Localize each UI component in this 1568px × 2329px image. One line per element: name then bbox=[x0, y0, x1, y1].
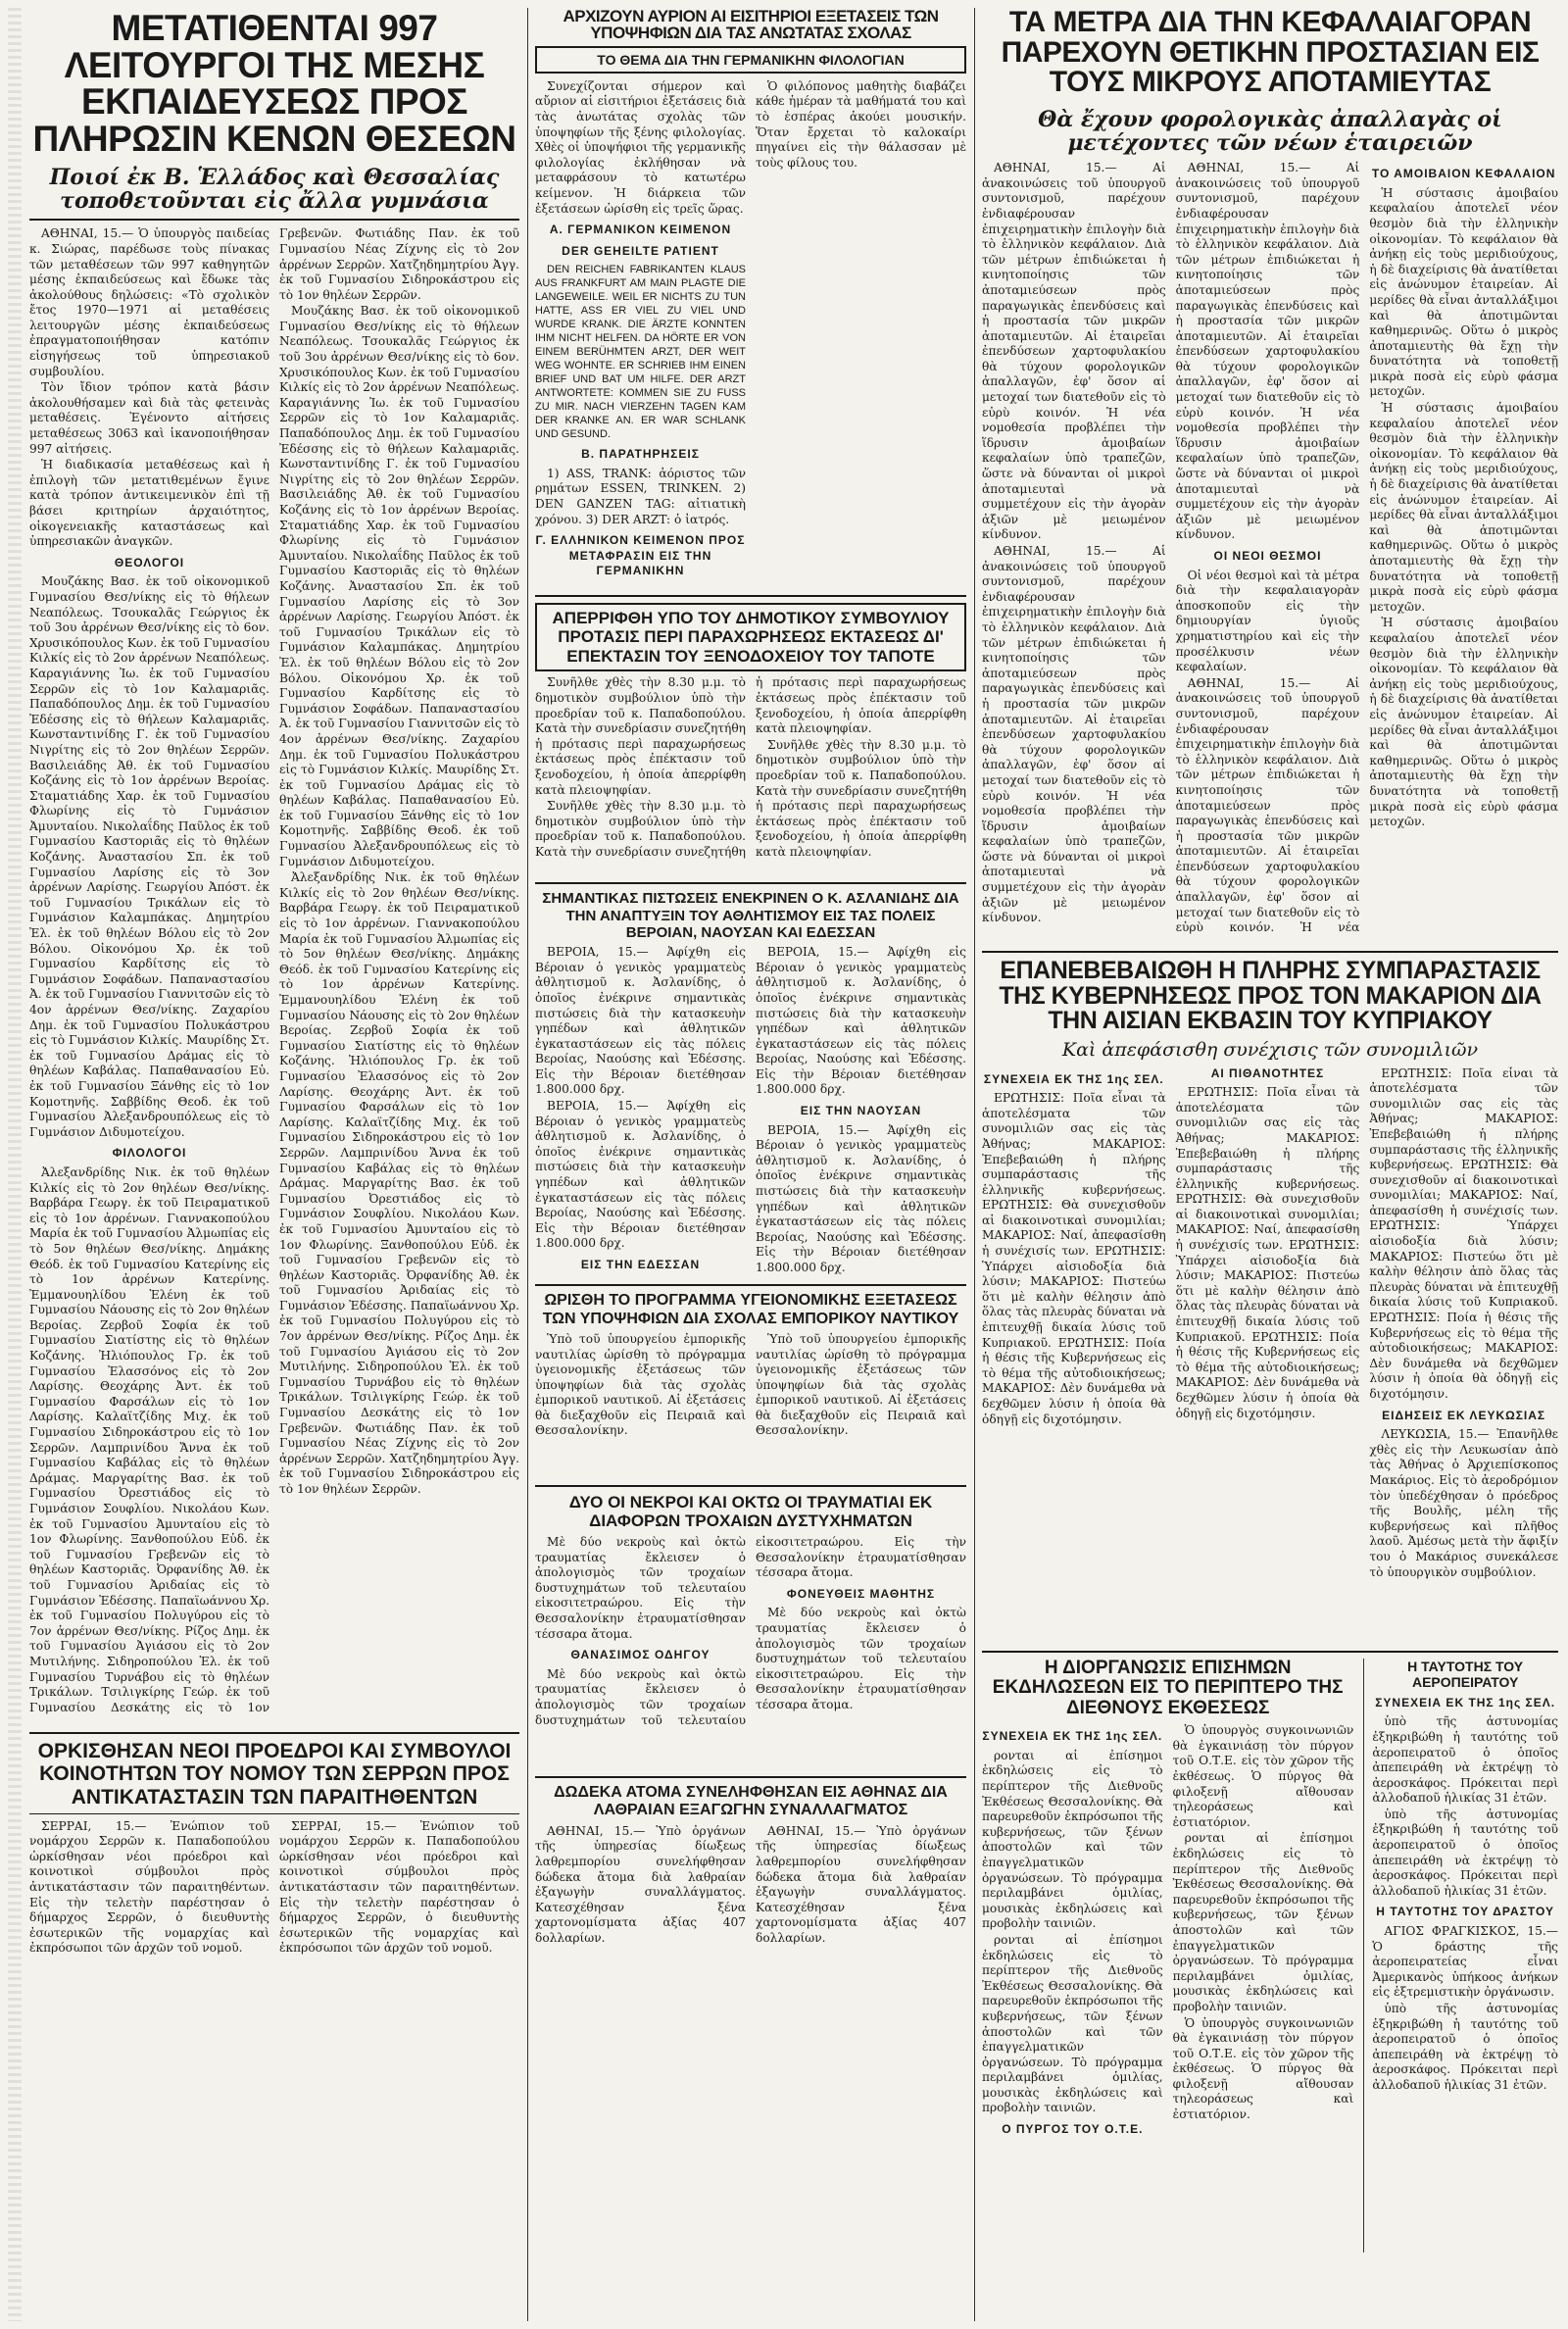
col1-text-columns bbox=[29, 226, 519, 1726]
article-paragraph: Μουζάκης Βασ. ἐκ τοῦ οἰκονομικοῦ Γυμνασίου Θεσ/νίκης εἰς τὸ θήλεων Νεαπόλεως. Τσουκαλᾶς Γεώργιος ἐκ τοῦ 3ου ἀρρένων Θεσ/νίκης εἰς τὸ 6ον. Χρυσικόπουλος Κων. ἐκ τοῦ Γυμνασίου Κιλκίς εἰς τὸ 2ον ἀρρένων Νεαπόλεως. Καραγιάννης Ἰω. ἐκ τοῦ Γυμνασίου Σερρῶν εἰς τὸ 1ον Καλαμαριᾶς. Παπαδόπουλος Δημ. ἐκ τοῦ Γυμνασίου Ἐδέσσης εἰς τὸ θήλεων Καλαμαριᾶς. Κωνσταντινίδης Γ. ἐκ τοῦ Γυμνασίου Νιγρίτης εἰς τὸ 2ον θηλέων Σερρῶν. Βασιλειάδης Ἀθ. ἐκ τοῦ Γυμνασίου Κοζάνης εἰς τὸ 1ον ἀρρένων Βεροίας. Σταματιάδης Χαρ. ἐκ τοῦ Γυμνασίου Φλωρίνης εἰς τὸ Γυμνάσιον Ἀμυνταίου. Νικολαΐδης Παῦλος ἐκ τοῦ Γυμνασίου Καστοριᾶς εἰς τὸ θηλέων Κοζάνης. Ἀναστασίου Σπ. ἐκ τοῦ Γυμνασίου Λαρίσης εἰς τὸ 3ον ἀρρένων Λαρίσης. Γεωργίου Ἀπόστ. ἐκ τοῦ Γυμνασίου Τρικάλων εἰς τὸ Γυμνάσιον Καλαμπάκας. Δημητρίου Ἐλ. ἐκ τοῦ θηλέων Βόλου εἰς τὸ 2ον Βόλου. Οἰκονόμου Χρ. ἐκ τοῦ Γυμνασίου Καρδίτσης εἰς τὸ Γυμνάσιον Σοφάδων. Παπαναστασίου Ἀ. ἐκ τοῦ Γυμνασίου Γιαννιτσῶν εἰς τὸ 4ον ἀρρένων Θεσ/νίκης. Ζαχαρίου Δημ. ἐκ τοῦ Γυμνασίου Πολυκάστρου εἰς τὸ Γυμνάσιον Κιλκίς. Μαυρίδης Στ. ἐκ τοῦ Γυμνασίου Δράμας εἰς τὸ θηλέων Καβάλας. Παπαθανασίου Εὐ. ἐκ τοῦ Γυμνασίου Ξάνθης εἰς τὸ 1ον Κομοτηνῆς. Σαββίδης Θεοδ. ἐκ τοῦ Γυμνασίου Ἀλεξανδρουπόλεως εἰς τὸ Γυμνάσιον Διδυμοτείχου. bbox=[279, 304, 519, 868]
article-paragraph: ΑΘΗΝΑΙ, 15.— Αἱ ἀνακοινώσεις τοῦ ὑπουργοῦ συντονισμοῦ, παρέχουν ἐνδιαφέρουσαν ἐπιχειρηματικὴν ἐπιλογὴν διὰ τὸ ἑλληνικὸν κεφάλαιον. Διὰ τῶν μέτρων ἐπιδιώκεται ἡ κινητοποίησις τῶν ἀποταμιεύσεων πρὸς παραγωγικὰς ἐπενδύσεις καὶ ἡ προστασία τῶν μικρῶν ἀποταμιευτῶν. Αἱ ἑταιρεῖαι ἐπενδύσεων χαρτοφυλακίου θὰ τύχουν φορολογικῶν ἀπαλλαγῶν, ἐφ' ὅσον αἱ μετοχαί των διατεθοῦν εἰς τὸ εὐρὺ κοινόν. Ἡ νέα νομοθεσία προβλέπει τὴν ἵδρυσιν ἀμοιβαίων κεφαλαίων ὑπὸ τραπεζῶν, ὥστε νὰ δύνανται οἱ μικροὶ ἀποταμιευταὶ νὰ συμμετέχουν εἰς τὴν ἀγορὰν ἀξιῶν μὲ μειωμένον κίνδυνον. bbox=[1175, 161, 1360, 542]
section-title: Ο ΠΥΡΓΟΣ ΤΟΥ Ο.Τ.Ε. bbox=[1002, 2122, 1144, 2137]
article-paragraph: Συνῆλθε χθὲς τὴν 8.30 μ.μ. τὸ δημοτικὸν συμβούλιον ὑπὸ τὴν προεδρίαν τοῦ κ. Παπαδοπούλου. Κατὰ τὴν συνεδρίασιν συνεζητήθη ἡ πρότασις περὶ παραχωρήσεως ἐκτάσεως πρὸς ἐπέκτασιν τοῦ ξενοδοχείου, ἡ ὁποία ἀπερρίφθη κατὰ πλειοψηφίαν. bbox=[756, 737, 966, 859]
article-paragraph: ΑΘΗΝΑΙ, 15.— Ὑπὸ ὀργάνων τῆς ὑπηρεσίας δίωξεως λαθρεμπορίου συνελήφθησαν δώδεκα ἄτομα διὰ λαθραίαν ἐξαγωγὴν συναλλάγματος. Κατεσχέθησαν ξένα χαρτονομίσματα ἀξίας 407 δολλαρίων. bbox=[535, 1823, 746, 1945]
article-paragraph: Ἡ σύστασις ἀμοιβαίου κεφαλαίου ἀποτελεῖ νέον θεσμὸν διὰ τὴν ἑλληνικὴν οἰκονομίαν. Τὸ κεφάλαιον θὰ ἀνήκῃ εἰς τοὺς μεριδιούχους, ἡ δὲ διαχείρισις θὰ ἀνατίθεται εἰς ἀνώνυμον ἑταιρείαν. Αἱ μερίδες θὰ εἶναι ἀνταλλάξιμοι καὶ θὰ ἀποτιμῶνται καθημερινῶς. Οὕτω ὁ μικρὸς ἀποταμιευτὴς θὰ ἔχῃ τὴν δυνατότητα νὰ τοποθετῇ μικρὰ ποσὰ εἰς εὐρὺ φάσμα μετοχῶν. bbox=[1369, 185, 1558, 399]
article-paragraph: Τὸν ἴδιον τρόπον κατὰ βάσιν ἀκολουθήσαμεν καὶ διὰ τὰς φετεινὰς μεταθέσεις. Ἐγένοντο αἰτήσεις μεταθέσεως 3063 καὶ ἱκανοποιήθησαν 997 αἰτήσεις. bbox=[29, 380, 270, 456]
article-paragraph: ΒΕΡΟΙΑ, 15.— Ἀφίχθη εἰς Βέροιαν ὁ γενικὸς γραμματεὺς ἀθλητισμοῦ κ. Ἀσλανίδης, ὁ ὁποῖος ἐνέκρινε σημαντικὰς πιστώσεις διὰ τὴν κατασκευὴν γηπέδων καὶ ἀθλητικῶν ἐγκαταστάσεων εἰς τὰς πόλεις Βεροίας, Ναούσης καὶ Ἐδέσσης. Εἰς τὴν Βέροιαν διετέθησαν 1.800.000 δρχ. bbox=[535, 1099, 746, 1251]
article-paragraph: ΕΡΩΤΗΣΙΣ: Ποῖα εἶναι τὰ ἀποτελέσματα τῶν συνομιλιῶν σας εἰς τὰς Ἀθήνας; ΜΑΚΑΡΙΟΣ: Ἐπεβεβαιώθη ἡ πλήρης συμπαράστασις τῆς ἑλληνικῆς κυβερνήσεως. ΕΡΩΤΗΣΙΣ: Θὰ συνεχισθοῦν αἱ διακοινοτικαὶ συνομιλίαι; ΜΑΚΑΡΙΟΣ: Ναί, ἀπεφασίσθη ἡ συνέχισίς των. ΕΡΩΤΗΣΙΣ: Ὑπάρχει αἰσιοδοξία διὰ λύσιν; ΜΑΚΑΡΙΟΣ: Πιστεύω ὅτι μὲ καλὴν θέλησιν ἀπὸ ὅλας τὰς πλευρὰς δύναται νὰ ἐπιτευχθῇ δικαία λύσις τοῦ Κυπριακοῦ. ΕΡΩΤΗΣΙΣ: Ποία ἡ θέσις τῆς Κυβερνήσεως εἰς τὸ θέμα τῆς αὐτοδιοικήσεως; ΜΑΚΑΡΙΟΣ: Δὲν δυνάμεθα νὰ δεχθῶμεν λύσιν ἡ ὁποία θὰ ὁδηγῇ εἰς διχοτόμησιν. bbox=[1369, 1065, 1558, 1402]
article-paragraph: ΑΘΗΝΑΙ, 15.— Αἱ ἀνακοινώσεις τοῦ ὑπουργοῦ συντονισμοῦ, παρέχουν ἐνδιαφέρουσαν ἐπιχειρηματικὴν ἐπιλογὴν διὰ τὸ ἑλληνικὸν κεφάλαιον. Διὰ τῶν μέτρων ἐπιδιώκεται ἡ κινητοποίησις τῶν ἀποταμιεύσεων πρὸς παραγωγικὰς ἐπενδύσεις καὶ ἡ προστασία τῶν μικρῶν ἀποταμιευτῶν. Αἱ ἑταιρεῖαι ἐπενδύσεων χαρτοφυλακίου θὰ τύχουν φορολογικῶν ἀπαλλαγῶν, ἐφ' ὅσον αἱ μετοχαί των διατεθοῦν εἰς τὸ εὐρὺ κοινόν. Ἡ νέα νομοθεσία προβλέπει τὴν ἵδρυσιν ἀμοιβαίων κεφαλαίων ὑπὸ τραπεζῶν, ὥστε νὰ δύνανται οἱ μικροὶ ἀποταμιευταὶ νὰ συμμετέχουν εἰς τὴν ἀγορὰν ἀξιῶν μὲ μειωμένον κίνδυνον. bbox=[982, 161, 1166, 542]
article-paragraph: ΣΕΡΡΑΙ, 15.— Ἐνώπιον τοῦ νομάρχου Σερρῶν κ. Παπαδοπούλου ὡρκίσθησαν νέοι πρόεδροι καὶ κοινοτικοὶ σύμβουλοι πρὸς ἀντικατάστασιν τῶν παραιτηθέντων. Εἰς τὴν τελετὴν παρέστησαν ὁ δήμαρχος Σερρῶν, ὁ διευθυντὴς ἐσωτερικῶν τῆς νομαρχίας καὶ ἐκπρόσωποι τῶν ἀρχῶν τοῦ νομοῦ. bbox=[279, 1818, 519, 1956]
article-paragraph: ὑπὸ τῆς ἀστυνομίας ἐξηκριβώθη ἡ ταυτότης τοῦ ἀεροπειρατοῦ ὁ ὁποῖος ἀπεπειράθη νὰ ἐκτρέψῃ τὸ ἀεροσκάφος. Πρόκειται περὶ ἀλλοδαποῦ ἡλικίας 31 ἐτῶν. bbox=[1372, 2002, 1558, 2092]
article-paragraph: ὑπὸ τῆς ἀστυνομίας ἐξηκριβώθη ἡ ταυτότης τοῦ ἀεροπειρατοῦ ὁ ὁποῖος ἀπεπειράθη νὰ ἐκτρέψῃ τὸ ἀεροσκάφος. Πρόκειται περὶ ἀλλοδαποῦ ἡλικίας 31 ἐτῶν. bbox=[1372, 1807, 1558, 1898]
article-paragraph: ΛΕΥΚΩΣΙΑ, 15.— Ἐπανῆλθε χθὲς εἰς τὴν Λευκωσίαν ἀπὸ τὰς Ἀθήνας ὁ Ἀρχιεπίσκοπος Μακάριος. Εἰς τὸ ἀεροδρόμιον τὸν ὑπεδέχθησαν ὁ πρόεδρος τῆς Βουλῆς, μέλη τῆς κυβερνήσεως καὶ πλῆθος λαοῦ. Ἀμέσως μετὰ τὴν ἄφιξίν του ὁ Μακάριος συνεκάλεσε τὸ ὑπουργικὸν συμβούλιον. bbox=[1369, 1427, 1558, 1579]
article-paragraph: Συνῆλθε χθὲς τὴν 8.30 μ.μ. τὸ δημοτικὸν συμβούλιον ὑπὸ τὴν προεδρίαν τοῦ κ. Παπαδοπούλου. Κατὰ τὴν συνεδρίασιν συνεζητήθη ἡ πρότασις περὶ παραχωρήσεως ἐκτάσεως πρὸς ἐπέκτασιν τοῦ ξενοδοχείου, ἡ ὁποία ἀπερρίφθη κατὰ πλειοψηφίαν. bbox=[535, 675, 966, 859]
col3-subhead: Θὰ ἔχουν φορολογικὰς ἀπαλλαγὰς οἱ μετέχοντες τῶν νέων ἑταιρειῶν bbox=[1038, 106, 1502, 156]
article-paragraph: Συνεχίζονται σήμερον καὶ αὔριον αἱ εἰσιτήριοι ἐξετάσεις διὰ τὰς ἀνωτάτας σχολὰς τῶν ὑποψηφίων τῆς ξένης φιλολογίας. Χθὲς οἱ ὑποψήφιοι τῆς γερμανικῆς φιλολογίας ἐκλήθησαν νὰ μεταφράσουν τὸ κατωτέρω κείμενον. Ἡ διάρκεια τῶν ἐξετάσεων ὡρίσθη εἰς τρεῖς ὥρας. bbox=[535, 78, 746, 216]
divider bbox=[535, 1776, 966, 1778]
article-paragraph: Ὁ ὑπουργὸς συγκοινωνιῶν θὰ ἐγκαινιάσῃ τὸν πύργον τοῦ Ο.Τ.Ε. εἰς τὸν χῶρον τῆς ἐκθέσεως. Ὁ πύργος θὰ φιλοξενῇ αἴθουσαν τηλεοράσεως καὶ ἐστιατόριον. bbox=[1172, 2015, 1354, 2122]
section-title: ΦΙΛΟΛΟΓΟΙ bbox=[112, 1146, 187, 1161]
newspaper-page bbox=[8, 8, 1560, 2321]
col1-headline: ΜΕΤΑΤΙΘΕΝΤΑΙ 997 ΛΕΙΤΟΥΡΓΟΙ ΤΗΣ ΜΕΣΗΣ ΕΚΠΑΙΔΕΥΣΕΩΣ ΠΡΟΣ ΠΛΗΡΩΣΙΝ ΚΕΝΩΝ ΘΕΣΕΩΝ bbox=[32, 8, 516, 160]
article-paragraph: ΒΕΡΟΙΑ, 15.— Ἀφίχθη εἰς Βέροιαν ὁ γενικὸς γραμματεὺς ἀθλητισμοῦ κ. Ἀσλανίδης, ὁ ὁποῖος ἐνέκρινε σημαντικὰς πιστώσεις διὰ τὴν κατασκευὴν γηπέδων καὶ ἀθλητικῶν ἐγκαταστάσεων εἰς τὰς πόλεις Βεροίας, Ναούσης καὶ Ἐδέσσης. Εἰς τὴν Βέροιαν διετέθησαν 1.800.000 δρχ. bbox=[756, 1122, 966, 1275]
col3-headline: ΤΑ ΜΕΤΡΑ ΔΙΑ ΤΗΝ ΚΕΦΑΛΑΙΑΓΟΡΑΝ ΠΑΡΕΧΟΥΝ ΘΕΤΙΚΗΝ ΠΡΟΣΤΑΣΙΑΝ ΕΙΣ ΤΟΥΣ ΜΙΚΡΟΥΣ ΑΠΟΤΑΜΙΕΥΤΑΣ bbox=[1001, 8, 1540, 99]
article-paragraph: ΑΘΗΝΑΙ, 15.— Αἱ ἀνακοινώσεις τοῦ ὑπουργοῦ συντονισμοῦ, παρέχουν ἐνδιαφέρουσαν ἐπιχειρηματικὴν ἐπιλογὴν διὰ τὸ ἑλληνικὸν κεφάλαιον. Διὰ τῶν μέτρων ἐπιδιώκεται ἡ κινητοποίησις τῶν ἀποταμιεύσεων πρὸς παραγωγικὰς ἐπενδύσεις καὶ ἡ προστασία τῶν μικρῶν ἀποταμιευτῶν. Αἱ ἑταιρεῖαι ἐπενδύσεων χαρτοφυλακίου θὰ τύχουν φορολογικῶν ἀπαλλαγῶν, ἐφ' ὅσον αἱ μετοχαί των διατεθοῦν εἰς τὸ εὐρὺ κοινόν. Ἡ νέα bbox=[1175, 675, 1360, 935]
cyprus-article bbox=[982, 1066, 1558, 1645]
hijacker-sidebar bbox=[1363, 1659, 1558, 2254]
article-paragraph: Ἡ διαδικασία μεταθέσεως καὶ ἡ ἐπιλογὴ τῶν μετατιθεμένων ἔγινε κατὰ τρόπον ἀντικειμενικὸν ἐπὶ τῇ βάσει κριτηρίων ἀρχαιότητος, οἰκογενειακῆς καταστάσεως καὶ ὑπηρεσιακῶν ἀναγκῶν. bbox=[29, 458, 270, 549]
col2-headline: ΑΡΧΙΖΟΥΝ ΑΥΡΙΟΝ ΑΙ ΕΙΣΙΤΗΡΙΟΙ ΕΞΕΤΑΣΕΙΣ ΤΩΝ ΥΠΟΨΗΦΙΩΝ ΔΙΑ ΤΑΣ ΑΝΩΤΑΤΑΣ ΣΧΟΛΑΣ bbox=[563, 8, 939, 43]
council-body bbox=[535, 675, 966, 876]
section-title: ΘΕΟΛΟΓΟΙ bbox=[114, 555, 185, 570]
article-paragraph: Συνῆλθε χθὲς τὴν 8.30 μ.μ. τὸ δημοτικὸν συμβούλιον ὑπὸ τὴν προεδρίαν τοῦ κ. Παπαδοπούλου. Κατὰ τὴν συνεδρίασιν συνεζητήθη ἡ πρότασις περὶ παραχωρήσεως ἐκτάσεως πρὸς ἐπέκτασιν τοῦ ξενοδοχείου, ἡ ὁποία ἀπερρίφθη κατὰ πλειοψηφίαν. bbox=[535, 675, 746, 797]
divider bbox=[29, 1813, 519, 1814]
article-paragraph: 1) ASS, TRANK: ἀόριστος τῶν ρημάτων ESSEN, TRINKEN. 2) DEN GANZEN TAG: αἰτιατικὴ χρόνου. 3) DER ARZT: ὁ ἰατρός. bbox=[535, 466, 746, 526]
article-paragraph: Ἡ σύστασις ἀμοιβαίου κεφαλαίου ἀποτελεῖ νέον θεσμὸν διὰ τὴν ἑλληνικὴν οἰκονομίαν. Τὸ κεφάλαιον θὰ ἀνήκῃ εἰς τοὺς μεριδιούχους, ἡ δὲ διαχείρισις θὰ ἀνατίθεται εἰς ἀνώνυμον ἑταιρείαν. Αἱ μερίδες θὰ εἶναι ἀνταλλάξιμοι καὶ θὰ ἀποτιμῶνται καθημερινῶς. Οὕτω ὁ μικρὸς ἀποταμιευτὴς θὰ ἔχῃ τὴν δυνατότητα νὰ τοποθετῇ μικρὰ ποσὰ εἰς εὐρὺ φάσμα μετοχῶν. bbox=[1369, 401, 1558, 614]
council-headline: ΑΠΕΡΡΙΦΘΗ ΥΠΟ ΤΟΥ ΔΗΜΟΤΙΚΟΥ ΣΥΜΒΟΥΛΙΟΥ ΠΡΟΤΑΣΙΣ ΠΕΡΙ ΠΑΡΑΧΩΡΗΣΕΩΣ ΕΚΤΑΣΕΩΣ ΔΙ' ΕΠΕΚΤΑΣΙΝ ΤΟΥ ΞΕΝΟΔΟΧΕΙΟΥ ΤΟΥ ΤΑΠΟΤΕ bbox=[552, 608, 950, 666]
currency-body bbox=[535, 1824, 966, 1971]
article-paragraph: Ἡ σύστασις ἀμοιβαίου κεφαλαίου ἀποτελεῖ νέον θεσμὸν διὰ τὴν ἑλληνικὴν οἰκονομίαν. Τὸ κεφάλαιον θὰ ἀνήκῃ εἰς τοὺς μεριδιούχους, ἡ δὲ διαχείρισις θὰ ἀνατίθεται εἰς ἀνώνυμον ἑταιρείαν. Αἱ μερίδες θὰ εἶναι ἀνταλλάξιμοι καὶ θὰ ἀποτιμῶνται καθημερινῶς. Οὕτω ὁ μικρὸς ἀποταμιευτὴς θὰ ἔχῃ τὴν δυνατότητα νὰ τοποθετῇ μικρὰ ποσὰ εἰς εὐρὺ φάσμα μετοχῶν. bbox=[1369, 616, 1558, 829]
council-box bbox=[535, 603, 966, 672]
exam-box-title: ΤΟ ΘΕΜΑ ΔΙΑ ΤΗΝ ΓΕΡΜΑΝΙΚΗΝ ΦΙΛΟΛΟΓΙΑΝ bbox=[597, 51, 905, 68]
cyprus-headline: ΕΠΑΝΕΒΕΒΑΙΩΘΗ Η ΠΛΗΡΗΣ ΣΥΜΠΑΡΑΣΤΑΣΙΣ ΤΗΣ ΚΥΒΕΡΝΗΣΕΩΣ ΠΡΟΣ ΤΟΝ ΜΑΚΑΡΙΟΝ ΔΙΑ ΤΗΝ ΑΙΣΙΑΝ ΕΚΒΑΣΙΝ ΤΟΥ ΚΥΠΡΙΑΚΟΥ bbox=[999, 957, 1542, 1035]
article-paragraph: ΣΕΡΡΑΙ, 15.— Ἐνώπιον τοῦ νομάρχου Σερρῶν κ. Παπαδοπούλου ὡρκίσθησαν νέοι πρόεδροι καὶ κοινοτικοὶ σύμβουλοι πρὸς ἀντικατάστασιν τῶν παραιτηθέντων. Εἰς τὴν τελετὴν παρέστησαν ὁ δήμαρχος Σερρῶν, ὁ διευθυντὴς ἐσωτερικῶν τῆς νομαρχίας καὶ ἐκπρόσωποι τῶν ἀρχῶν τοῦ νομοῦ. bbox=[29, 1818, 270, 1956]
health-body bbox=[535, 1332, 966, 1479]
hijacker-title: Η ΤΑΥΤΟΤΗΣ ΤΟΥ ΑΕΡΟΠΕΙΡΑΤΟΥ bbox=[1407, 1658, 1524, 1690]
article-paragraph: ΑΓΙΟΣ ΦΡΑΓΚΙΣΚΟΣ, 15.— Ὁ δράστης τῆς ἀεροπειρατείας εἶναι Ἀμερικανὸς ὑπήκοος ἀνήκων εἰς ἐξτρεμιστικὴν ὀργάνωσιν. bbox=[1372, 1924, 1558, 2000]
article-paragraph: ΑΘΗΝΑΙ, 15.— Ὑπὸ ὀργάνων τῆς ὑπηρεσίας δίωξεως λαθρεμπορίου συνελήφθησαν δώδεκα ἄτομα διὰ λαθραίαν ἐξαγωγὴν συναλλάγματος. Κατεσχέθησαν ξένα χαρτονομίσματα ἀξίας 407 δολλαρίων. bbox=[756, 1823, 966, 1945]
article-paragraph: Ὑπὸ τοῦ ὑπουργείου ἐμπορικῆς ναυτιλίας ὡρίσθη τὸ πρόγραμμα ὑγειονομικῆς ἐξετάσεως τῶν ὑποψηφίων διὰ τὰς σχολὰς ἐμπορικοῦ ναυτικοῦ. Αἱ ἐξετάσεις θὰ διεξαχθοῦν εἰς Πειραιᾶ καὶ Θεσσαλονίκην. bbox=[535, 1331, 746, 1438]
mutual-fund-sidebar bbox=[1369, 161, 1558, 945]
divider bbox=[982, 951, 1558, 953]
bottom-row bbox=[982, 1659, 1558, 2254]
article-paragraph: Ὑπὸ τοῦ ὑπουργείου ἐμπορικῆς ναυτιλίας ὡρίσθη τὸ πρόγραμμα ὑγειονομικῆς ἐξετάσεως τῶν ὑποψηφίων διὰ τὰς σχολὰς ἐμπορικοῦ ναυτικοῦ. Αἱ ἐξετάσεις θὰ διεξαχθοῦν εἰς Πειραιᾶ καὶ Θεσσαλονίκην. bbox=[756, 1331, 966, 1438]
section-title: ΕΙΣ ΤΗΝ ΕΔΕΣΣΑΝ bbox=[580, 1258, 701, 1272]
section-title: Α. ΓΕΡΜΑΝΙΚΟΝ ΚΕΙΜΕΝΟΝ bbox=[549, 223, 732, 237]
col1-bottom-headline: ΟΡΚΙΣΘΗΣΑΝ ΝΕΟΙ ΠΡΟΕΔΡΟΙ ΚΑΙ ΣΥΜΒΟΥΛΟΙ ΚΟΙΝΟΤΗΤΩΝ ΤΟΥ ΝΟΜΟΥ ΤΩΝ ΣΕΡΡΩΝ ΠΡΟΣ ΑΝΤΙΚΑΤΑΣΤΑΣΙΝ ΤΩΝ ΠΑΡΑΙΤΗΘΕΝΤΩΝ bbox=[37, 1740, 512, 1809]
article-paragraph: Ὁ ὑπουργὸς συγκοινωνιῶν θὰ ἐγκαινιάσῃ τὸν πύργον τοῦ Ο.Τ.Ε. εἰς τὸν χῶρον τῆς ἐκθέσεως. Ὁ πύργος θὰ φιλοξενῇ αἴθουσαν τηλεοράσεως καὶ ἐστιατόριον. bbox=[1172, 1723, 1354, 1829]
article-paragraph: Ἀλεξανδρίδης Νικ. ἐκ τοῦ θηλέων Κιλκίς εἰς τὸ 2ον θηλέων Θεσ/νίκης. Βαρβάρα Γεωργ. ἐκ τοῦ Πειραματικοῦ εἰς τὸ 1ον ἀρρένων. Γιαννακοπούλου Μαρία ἐκ τοῦ Γυμνασίου Ἀλμωπίας εἰς τὸ 5ον θηλέων Θεσ/νίκης. Δημάκης Θεόδ. ἐκ τοῦ Γυμνασίου Κατερίνης εἰς τὸ 1ον ἀρρένων Κατερίνης. Ἐμμανουηλίδου Ἑλένη ἐκ τοῦ Γυμνασίου Νάουσης εἰς τὸ 2ον θηλέων Βεροίας. Ζερβοῦ Σοφία ἐκ τοῦ Γυμνασίου Σιατίστης εἰς τὸ θηλέων Κοζάνης. Ἠλιόπουλος Γρ. ἐκ τοῦ Γυμνασίου Ἐλασσόνος εἰς τὸ 2ον Λαρίσης. Θεοχάρης Ἀντ. ἐκ τοῦ Γυμνασίου Φαρσάλων εἰς τὸ 1ον Λαρίσης. Καλαϊτζίδης Μιχ. ἐκ τοῦ Γυμνασίου Σιδηροκάστρου εἰς τὸ 1ον Σερρῶν. Λαμπρινίδου Ἄννα ἐκ τοῦ Γυμνασίου Καβάλας εἰς τὸ θηλέων Δράμας. Μαργαρίτης Βασ. ἐκ τοῦ Γυμνασίου Ὀρεστιάδος εἰς τὸ Γυμνάσιον Σουφλίου. Νικολάου Κων. ἐκ τοῦ Γυμνασίου Ἀμυνταίου εἰς τὸ 1ον Φλωρίνης. Ξανθοπούλου Εὐδ. ἐκ τοῦ Γυμνασίου Γρεβενῶν εἰς τὸ θηλέων Καστοριᾶς. Ὀρφανίδης Ἀθ. ἐκ τοῦ Γυμνασίου Ἀριδαίας εἰς τὸ Γυμνάσιον Ἐδέσσης. Παπαϊωάννου Χρ. ἐκ τοῦ Γυμνασίου Πολυγύρου εἰς τὸ 7ον ἀρρένων Θεσ/νίκης. Ρίζος Δημ. ἐκ τοῦ Γυμνασίου Ἀγιάσου εἰς τὸ 2ον Μυτιλήνης. Σιδηροπούλου Ἑλ. ἐκ τοῦ Γυμνασίου Τυρνάβου εἰς τὸ θηλέων Τρικάλων. Τσιλιγκίρης Γεώρ. ἐκ τοῦ Γυμνασίου Δεσκάτης εἰς τὸ 1ον Γρεβενῶν. Φωτιάδης Παν. ἐκ τοῦ Γυμνασίου Νέας Ζίχνης εἰς τὸ 2ον ἀρρένων Σερρῶν. Χατζηδημητρίου Ἀγγ. ἐκ τοῦ Γυμνασίου Σιδηροκάστρου εἰς τὸ 1ον θηλέων Σερρῶν. bbox=[29, 226, 519, 1714]
article-paragraph: Οἱ νέοι θεσμοὶ καὶ τὰ μέτρα διὰ τὴν κεφαλαιαγορὰν ἀποσκοποῦν εἰς τὴν δημιουργίαν ὑγιοῦς χρηματιστηρίου καὶ εἰς τὴν προσέλκυσιν νέων κεφαλαίων. bbox=[1175, 568, 1360, 674]
section-title: ΦΟΝΕΥΘΕΙΣ ΜΑΘΗΤΗΣ bbox=[786, 1586, 936, 1601]
divider bbox=[535, 882, 966, 884]
article-paragraph: ΑΘΗΝΑΙ, 15.— Αἱ ἀνακοινώσεις τοῦ ὑπουργοῦ συντονισμοῦ, παρέχουν ἐνδιαφέρουσαν ἐπιχειρηματικὴν ἐπιλογὴν διὰ τὸ ἑλληνικὸν κεφάλαιον. Διὰ τῶν μέτρων ἐπιδιώκεται ἡ κινητοποίησις τῶν ἀποταμιεύσεων πρὸς παραγωγικὰς ἐπενδύσεις καὶ ἡ προστασία τῶν μικρῶν ἀποταμιευτῶν. Αἱ ἑταιρεῖαι ἐπενδύσεων χαρτοφυλακίου θὰ τύχουν φορολογικῶν ἀπαλλαγῶν, ἐφ' ὅσον αἱ μετοχαί των διατεθοῦν εἰς τὸ εὐρὺ κοινόν. Ἡ νέα νομοθεσία προβλέπει τὴν ἵδρυσιν ἀμοιβαίων κεφαλαίων ὑπὸ τραπεζῶν, ὥστε νὰ δύνανται οἱ μικροὶ ἀποταμιευταὶ νὰ συμμετέχουν εἰς τὴν ἀγορὰν ἀξιῶν μὲ μειωμένον κίνδυνον. bbox=[982, 544, 1166, 925]
article-paragraph: Μουζάκης Βασ. ἐκ τοῦ οἰκονομικοῦ Γυμνασίου Θεσ/νίκης εἰς τὸ θήλεων Νεαπόλεως. Τσουκαλᾶς Γεώργιος ἐκ τοῦ 3ου ἀρρένων Θεσ/νίκης εἰς τὸ 6ον. Χρυσικόπουλος Κων. ἐκ τοῦ Γυμνασίου Κιλκίς εἰς τὸ 2ον ἀρρένων Νεαπόλεως. Καραγιάννης Ἰω. ἐκ τοῦ Γυμνασίου Σερρῶν εἰς τὸ 1ον Καλαμαριᾶς. Παπαδόπουλος Δημ. ἐκ τοῦ Γυμνασίου Ἐδέσσης εἰς τὸ θήλεων Καλαμαριᾶς. Κωνσταντινίδης Γ. ἐκ τοῦ Γυμνασίου Νιγρίτης εἰς τὸ 2ον θηλέων Σερρῶν. Βασιλειάδης Ἀθ. ἐκ τοῦ Γυμνασίου Κοζάνης εἰς τὸ 1ον ἀρρένων Βεροίας. Σταματιάδης Χαρ. ἐκ τοῦ Γυμνασίου Φλωρίνης εἰς τὸ Γυμνάσιον Ἀμυνταίου. Νικολαΐδης Παῦλος ἐκ τοῦ Γυμνασίου Καστοριᾶς εἰς τὸ θηλέων Κοζάνης. Ἀναστασίου Σπ. ἐκ τοῦ Γυμνασίου Λαρίσης εἰς τὸ 3ον ἀρρένων Λαρίσης. Γεωργίου Ἀπόστ. ἐκ τοῦ Γυμνασίου Τρικάλων εἰς τὸ Γυμνάσιον Καλαμπάκας. Δημητρίου Ἐλ. ἐκ τοῦ θηλέων Βόλου εἰς τὸ 2ον Βόλου. Οἰκονόμου Χρ. ἐκ τοῦ Γυμνασίου Καρδίτσης εἰς τὸ Γυμνάσιον Σοφάδων. Παπαναστασίου Ἀ. ἐκ τοῦ Γυμνασίου Γιαννιτσῶν εἰς τὸ 4ον ἀρρένων Θεσ/νίκης. Ζαχαρίου Δημ. ἐκ τοῦ Γυμνασίου Πολυκάστρου εἰς τὸ Γυμνάσιον Κιλκίς. Μαυρίδης Στ. ἐκ τοῦ Γυμνασίου Δράμας εἰς τὸ θηλέων Καβάλας. Παπαθανασίου Εὐ. ἐκ τοῦ Γυμνασίου Ξάνθης εἰς τὸ 1ον Κομοτηνῆς. Σαββίδης Θεοδ. ἐκ τοῦ Γυμνασίου Ἀλεξανδρουπόλεως εἰς τὸ Γυμνάσιον Διδυμοτείχου. bbox=[29, 574, 270, 1139]
section-title: ΟΙ ΝΕΟΙ ΘΕΣΜΟΙ bbox=[1213, 549, 1322, 563]
col1-bottom-body bbox=[29, 1819, 519, 1957]
sports-headline: ΣΗΜΑΝΤΙΚΑΣ ΠΙΣΤΩΣΕΙΣ ΕΝΕΚΡΙΝΕΝ Ο Κ. ΑΣΛΑΝΙΔΗΣ ΔΙΑ ΤΗΝ ΑΝΑΠΤΥΞΙΝ ΤΟΥ ΑΘΛΗΤΙΣΜΟΥ ΕΙΣ ΤΑΣ ΠΟΛΕΙΣ ΒΕΡΟΙΑΝ, ΝΑΟΥΣΑΝ ΚΑΙ ΕΔΕΣΣΑΝ bbox=[542, 890, 959, 941]
article-paragraph: Μὲ δύο νεκροὺς καὶ ὀκτὼ τραυματίας ἔκλεισεν ὁ ἀπολογισμὸς τῶν τροχαίων δυστυχημάτων τοῦ τελευταίου εἰκοσιτετραώρου. Εἰς τὴν Θεσσαλονίκην ἐτραυματίσθησαν τέσσαρα ἄτομα. bbox=[756, 1606, 966, 1711]
article-paragraph: ρονται αἱ ἐπίσημοι ἐκδηλώσεις εἰς τὸ περίπτερον τῆς Διεθνοῦς Ἐκθέσεως Θεσσαλονίκης. Θὰ παρευρεθοῦν ἐκπρόσωποι τῆς κυβερνήσεως, τῶν ξένων ἀποστολῶν καὶ τῶν ἐπαγγελματικῶν ὀργανώσεων. Τὸ πρόγραμμα περιλαμβάνει ὁμιλίας, μουσικὰς ἐκδηλώσεις καὶ προβολὴν ταινιῶν. bbox=[982, 1932, 1163, 2115]
article-paragraph: ΒΕΡΟΙΑ, 15.— Ἀφίχθη εἰς Βέροιαν ὁ γενικὸς γραμματεὺς ἀθλητισμοῦ κ. Ἀσλανίδης, ὁ ὁποῖος ἐνέκρινε σημαντικὰς πιστώσεις διὰ τὴν κατασκευὴν γηπέδων καὶ ἀθλητικῶν ἐγκαταστάσεων εἰς τὰς πόλεις Βεροίας, Ναούσης καὶ Ἐδέσσης. Εἰς τὴν Βέροιαν διετέθησαν 1.800.000 δρχ. bbox=[756, 945, 966, 1097]
section-title: ΘΑΝΑΣΙΜΟΣ ΟΔΗΓΟΥ bbox=[570, 1648, 710, 1662]
divider bbox=[535, 1284, 966, 1286]
section-title: Β. ΠΑΡΑΤΗΡΗΣΕΙΣ bbox=[581, 447, 700, 462]
left-margin-strip bbox=[8, 8, 22, 2321]
fair-headline: Η ΔΙΟΡΓΑΝΩΣΙΣ ΕΠΙΣΗΜΩΝ ΕΚΔΗΛΩΣΕΩΝ ΕΙΣ ΤΟ ΠΕΡΙΠΤΕΡΟ ΤΗΣ ΔΙΕΘΝΟΥΣ ΕΚΘΕΣΕΩΣ bbox=[992, 1657, 1344, 1719]
article-paragraph: ΕΡΩΤΗΣΙΣ: Ποῖα εἶναι τὰ ἀποτελέσματα τῶν συνομιλιῶν σας εἰς τὰς Ἀθήνας; ΜΑΚΑΡΙΟΣ: Ἐπεβεβαιώθη ἡ πλήρης συμπαράστασις τῆς ἑλληνικῆς κυβερνήσεως. ΕΡΩΤΗΣΙΣ: Θὰ συνεχισθοῦν αἱ διακοινοτικαὶ συνομιλίαι; ΜΑΚΑΡΙΟΣ: Ναί, ἀπεφασίσθη ἡ συνέχισίς των. ΕΡΩΤΗΣΙΣ: Ὑπάρχει αἰσιοδοξία διὰ λύσιν; ΜΑΚΑΡΙΟΣ: Πιστεύω ὅτι μὲ καλὴν θέλησιν ἀπὸ ὅλας τὰς πλευρὰς δύναται νὰ ἐπιτευχθῇ δικαία λύσις τοῦ Κυπριακοῦ. ΕΡΩΤΗΣΙΣ: Ποία ἡ θέσις τῆς Κυβερνήσεως εἰς τὸ θέμα τῆς αὐτοδιοικήσεως; ΜΑΚΑΡΙΟΣ: Δὲν δυνάμεθα νὰ δεχθῶμεν λύσιν ἡ ὁποία θὰ ὁδηγῇ εἰς διχοτόμησιν. bbox=[982, 1091, 1166, 1426]
article-paragraph: ΕΡΩΤΗΣΙΣ: Ποῖα εἶναι τὰ ἀποτελέσματα τῶν συνομιλιῶν σας εἰς τὰς Ἀθήνας; ΜΑΚΑΡΙΟΣ: Ἐπεβεβαιώθη ἡ πλήρης συμπαράστασις τῆς ἑλληνικῆς κυβερνήσεως. ΕΡΩΤΗΣΙΣ: Θὰ συνεχισθοῦν αἱ διακοινοτικαὶ συνομιλίαι; ΜΑΚΑΡΙΟΣ: Ναί, ἀπεφασίσθη ἡ συνέχισίς των. ΕΡΩΤΗΣΙΣ: Ὑπάρχει αἰσιοδοξία διὰ λύσιν; ΜΑΚΑΡΙΟΣ: Πιστεύω ὅτι μὲ καλὴν θέλησιν ἀπὸ ὅλας τὰς πλευρὰς δύναται νὰ ἐπιτευχθῇ δικαία λύσις τοῦ Κυπριακοῦ. ΕΡΩΤΗΣΙΣ: Ποία ἡ θέσις τῆς Κυβερνήσεως εἰς τὸ θέμα τῆς αὐτοδιοικήσεως; ΜΑΚΑΡΙΟΣ: Δὲν δυνάμεθα νὰ δεχθῶμεν λύσιν ἡ ὁποία θὰ ὁδηγῇ εἰς διχοτόμησιν. bbox=[1175, 1085, 1360, 1420]
currency-headline: ΔΩΔΕΚΑ ΑΤΟΜΑ ΣΥΝΕΛΗΦΘΗΣΑΝ ΕΙΣ ΑΘΗΝΑΣ ΔΙΑ ΛΑΘΡΑΙΑΝ ΕΞΑΓΩΓΗΝ ΣΥΝΑΛΛΑΓΜΑΤΟΣ bbox=[554, 1784, 948, 1819]
cyprus-subhead: Καὶ ἀπεφάσισθη συνέχισις τῶν συνομιλιῶν bbox=[1061, 1038, 1479, 1061]
column-1 bbox=[29, 8, 519, 2321]
section-title: DER GEHEILTE PATIENT bbox=[562, 243, 719, 258]
column-2 bbox=[535, 8, 966, 2321]
exam-text bbox=[535, 79, 966, 589]
article-paragraph: Μὲ δύο νεκροὺς καὶ ὀκτὼ τραυματίας ἔκλεισεν ὁ ἀπολογισμὸς τῶν τροχαίων δυστυχημάτων τοῦ τελευταίου εἰκοσιτετραώρου. Εἰς τὴν Θεσσαλονίκην ἐτραυματίσθησαν τέσσαρα ἄτομα. bbox=[535, 1535, 746, 1641]
cyprus-sidebar bbox=[1369, 1066, 1558, 1645]
column-3 bbox=[982, 8, 1558, 2321]
section-title: ΑΙ ΠΙΘΑΝΟΤΗΤΕΣ bbox=[1210, 1065, 1325, 1080]
section-title: ΕΙΣ ΤΗΝ ΝΑΟΥΣΑΝ bbox=[800, 1104, 922, 1118]
german-text: DEN REICHEN FABRIKANTEN KLAUS AUS FRANKFURT AM MAIN PLAGTE DIE LANGEWEILE. WEIL ER NICHTS ZU TUN HATTE, ASS ER VIEL ZU VIEL UND WURDE KRANK. DIE ÄRZTE KONNTEN IHM NICHT HELFEN. DA HÖRTE ER VON EINEM BERÜHMTEN ARZT, DER WEIT WEG WOHNTE. ER SCHRIEB IHM EINEN BRIEF UND BAT UM HILFE. DER ARZT ANTWORTETE: KOMMEN SIE ZU FUSS ZU MIR. NACH VIERZEHN TAGEN KAM DER KRANKE AN. ER WAR SCHLANK UND GESUND. bbox=[535, 264, 746, 441]
divider bbox=[535, 1485, 966, 1487]
section-title: ΤΟ ΑΜΟΙΒΑΙΟΝ ΚΕΦΑΛΑΙΟΝ bbox=[1371, 167, 1556, 181]
continuation-note: ΣΥΝΕΧΕΙΑ ΕΚ ΤΗΣ 1ης ΣΕΛ. bbox=[982, 1729, 1163, 1744]
sports-body bbox=[535, 945, 966, 1278]
accidents-body bbox=[535, 1535, 966, 1770]
section-title: ΕΙΔΗΣΕΙΣ ΕΚ ΛΕΥΚΩΣΙΑΣ bbox=[1382, 1408, 1546, 1422]
article-lead: ΑΘΗΝΑΙ, 15.— Ὁ ὑπουργὸς παιδείας κ. Σιώρας, παρέδωσε τοὺς πίνακας τῶν μεταθέσεων τῶν 997 καθηγητῶν μέσης ἐκπαιδεύσεως καὶ ἔδωκε τὰς ἀκολούθους δηλώσεις: «Τὸ σχολικὸν ἔτος 1970—1971 αἱ μεταθέσεις λειτουργῶν μέσης ἐκπαιδεύσεως ἐπραγματοποιήθησαν κατόπιν εἰσηγήσεως τοῦ ὑπηρεσιακοῦ συμβουλίου. bbox=[29, 226, 270, 378]
divider bbox=[29, 219, 519, 221]
section-title: Η ΤΑΥΤΟΤΗΣ ΤΟΥ ΔΡΑΣΤΟΥ bbox=[1376, 1905, 1555, 1919]
accidents-headline: ΔΥΟ ΟΙ ΝΕΚΡΟΙ ΚΑΙ ΟΚΤΩ ΟΙ ΤΡΑΥΜΑΤΙΑΙ ΕΚ ΔΙΑΦΟΡΩΝ ΤΡΟΧΑΙΩΝ ΔΥΣΤΥΧΗΜΑΤΩΝ bbox=[568, 1492, 933, 1531]
health-headline: ΩΡΙΣΘΗ ΤΟ ΠΡΟΓΡΑΜΜΑ ΥΓΕΙΟΝΟΜΙΚΗΣ ΕΞΕΤΑΣΕΩΣ ΤΩΝ ΥΠΟΨΗΦΙΩΝ ΔΙΑ ΣΧΟΛΑΣ ΕΜΠΟΡΙΚΟΥ ΝΑΥΤΙΚΟΥ bbox=[542, 1292, 959, 1327]
divider bbox=[982, 1651, 1558, 1653]
divider bbox=[535, 595, 966, 597]
fair-body bbox=[982, 1723, 1353, 2253]
continuation-note: ΣΥΝΕΧΕΙΑ ΕΚ ΤΗΣ 1ης ΣΕΛ. bbox=[983, 1071, 1164, 1086]
article-paragraph: Ἀλεξανδρίδης Νικ. ἐκ τοῦ θηλέων Κιλκίς εἰς τὸ 2ον θηλέων Θεσ/νίκης. Βαρβάρα Γεωργ. ἐκ τοῦ Πειραματικοῦ εἰς τὸ 1ον ἀρρένων. Γιαννακοπούλου Μαρία ἐκ τοῦ Γυμνασίου Ἀλμωπίας εἰς τὸ 5ον θηλέων Θεσ/νίκης. Δημάκης Θεόδ. ἐκ τοῦ Γυμνασίου Κατερίνης εἰς τὸ 1ον ἀρρένων Κατερίνης. Ἐμμανουηλίδου Ἑλένη ἐκ τοῦ Γυμνασίου Νάουσης εἰς τὸ 2ον θηλέων Βεροίας. Ζερβοῦ Σοφία ἐκ τοῦ Γυμνασίου Σιατίστης εἰς τὸ θηλέων Κοζάνης. Ἠλιόπουλος Γρ. ἐκ τοῦ Γυμνασίου Ἐλασσόνος εἰς τὸ 2ον Λαρίσης. Θεοχάρης Ἀντ. ἐκ τοῦ Γυμνασίου Φαρσάλων εἰς τὸ 1ον Λαρίσης. Καλαϊτζίδης Μιχ. ἐκ τοῦ Γυμνασίου Σιδηροκάστρου εἰς τὸ 1ον Σερρῶν. Λαμπρινίδου Ἄννα ἐκ τοῦ Γυμνασίου Καβάλας εἰς τὸ θηλέων Δράμας. Μαργαρίτης Βασ. ἐκ τοῦ Γυμνασίου Ὀρεστιάδος εἰς τὸ Γυμνάσιον Σουφλίου. Νικολάου Κων. ἐκ τοῦ Γυμνασίου Ἀμυνταίου εἰς τὸ 1ον Φλωρίνης. Ξανθοπούλου Εὐδ. ἐκ τοῦ Γυμνασίου Γρεβενῶν εἰς τὸ θηλέων Καστοριᾶς. Ὀρφανίδης Ἀθ. ἐκ τοῦ Γυμνασίου Ἀριδαίας εἰς τὸ Γυμνάσιον Ἐδέσσης. Παπαϊωάννου Χρ. ἐκ τοῦ Γυμνασίου Πολυγύρου εἰς τὸ 7ον ἀρρένων Θεσ/νίκης. Ρίζος Δημ. ἐκ τοῦ Γυμνασίου Ἀγιάσου εἰς τὸ 2ον Μυτιλήνης. Σιδηροπούλου Ἑλ. ἐκ τοῦ Γυμνασίου Τυρνάβου εἰς τὸ θηλέων Τρικάλων. Τσιλιγκίρης Γεώρ. ἐκ τοῦ Γυμνασίου Δεσκάτης εἰς τὸ 1ον Γρεβενῶν. Φωτιάδης Παν. ἐκ τοῦ Γυμνασίου Νέας Ζίχνης εἰς τὸ 2ον ἀρρένων Σερρῶν. Χατζηδημητρίου Ἀγγ. ἐκ τοῦ Γυμνασίου Σιδηροκάστρου εἰς τὸ 1ον θηλέων Σερρῶν. bbox=[279, 870, 519, 1496]
article-paragraph: ρονται αἱ ἐπίσημοι ἐκδηλώσεις εἰς τὸ περίπτερον τῆς Διεθνοῦς Ἐκθέσεως Θεσσαλονίκης. Θὰ παρευρεθοῦν ἐκπρόσωποι τῆς κυβερνήσεως, τῶν ξένων ἀποστολῶν καὶ τῶν ἐπαγγελματικῶν ὀργανώσεων. Τὸ πρόγραμμα περιλαμβάνει ὁμιλίας, μουσικὰς ἐκδηλώσεις καὶ προβολὴν ταινιῶν. bbox=[1172, 1831, 1354, 2013]
column-rule bbox=[527, 8, 528, 2321]
article-paragraph: ρονται αἱ ἐπίσημοι ἐκδηλώσεις εἰς τὸ περίπτερον τῆς Διεθνοῦς Ἐκθέσεως Θεσσαλονίκης. Θὰ παρευρεθοῦν ἐκπρόσωποι τῆς κυβερνήσεως, τῶν ξένων ἀποστολῶν καὶ τῶν ἐπαγγελματικῶν ὀργανώσεων. Τὸ πρόγραμμα περιλαμβάνει ὁμιλίας, μουσικὰς ἐκδηλώσεις καὶ προβολὴν ταινιῶν. bbox=[982, 1748, 1163, 1931]
article-paragraph: ΒΕΡΟΙΑ, 15.— Ἀφίχθη εἰς Βέροιαν ὁ γενικὸς γραμματεὺς ἀθλητισμοῦ κ. Ἀσλανίδης, ὁ ὁποῖος ἐνέκρινε σημαντικὰς πιστώσεις διὰ τὴν κατασκευὴν γηπέδων καὶ ἀθλητικῶν ἐγκαταστάσεων εἰς τὰς πόλεις Βεροίας, Ναούσης καὶ Ἐδέσσης. Εἰς τὴν Βέροιαν διετέθησαν 1.800.000 δρχ. bbox=[535, 945, 746, 1097]
section-title: Γ. ΕΛΛΗΝΙΚΟΝ ΚΕΙΜΕΝΟΝ ΠΡΟΣ ΜΕΤΑΦΡΑΣΙΝ ΕΙΣ ΤΗΝ ΓΕΡΜΑΝΙΚΗΝ bbox=[535, 533, 746, 578]
capital-market-article bbox=[982, 161, 1558, 945]
continuation-note: ΣΥΝΕΧΕΙΑ ΕΚ ΤΗΣ 1ης ΣΕΛ. bbox=[1375, 1695, 1556, 1710]
article-paragraph: ὑπὸ τῆς ἀστυνομίας ἐξηκριβώθη ἡ ταυτότης τοῦ ἀεροπειρατοῦ ὁ ὁποῖος ἀπεπειράθη νὰ ἐκτρέψῃ τὸ ἀεροσκάφος. Πρόκειται περὶ ἀλλοδαποῦ ἡλικίας 31 ἐτῶν. bbox=[1372, 1714, 1558, 1806]
col1-subhead: Ποιοί ἐκ Β. Ἑλλάδος καὶ Θεσσαλίας τοποθετοῦνται εἰς ἄλλα γυμνάσια bbox=[49, 164, 500, 215]
exam-box bbox=[535, 46, 966, 74]
column-rule bbox=[974, 8, 975, 2321]
article-paragraph: Ὁ φιλόπονος μαθητὴς διαβάζει κάθε ἡμέραν τὰ μαθήματά του καὶ τὸ ἑσπέρας ἀκούει μουσικήν. Ὅταν ἔρχεται τὸ καλοκαίρι πηγαίνει εἰς τὴν θάλασσαν μὲ τοὺς φίλους του. bbox=[756, 78, 966, 170]
divider bbox=[29, 1732, 519, 1734]
article-paragraph: Μὲ δύο νεκροὺς καὶ ὀκτὼ τραυματίας ἔκλεισεν ὁ ἀπολογισμὸς τῶν τροχαίων δυστυχημάτων τοῦ τελευταίου εἰκοσιτετραώρου. Εἰς τὴν Θεσσαλονίκην ἐτραυματίσθησαν τέσσαρα ἄτομα. bbox=[535, 1535, 966, 1727]
